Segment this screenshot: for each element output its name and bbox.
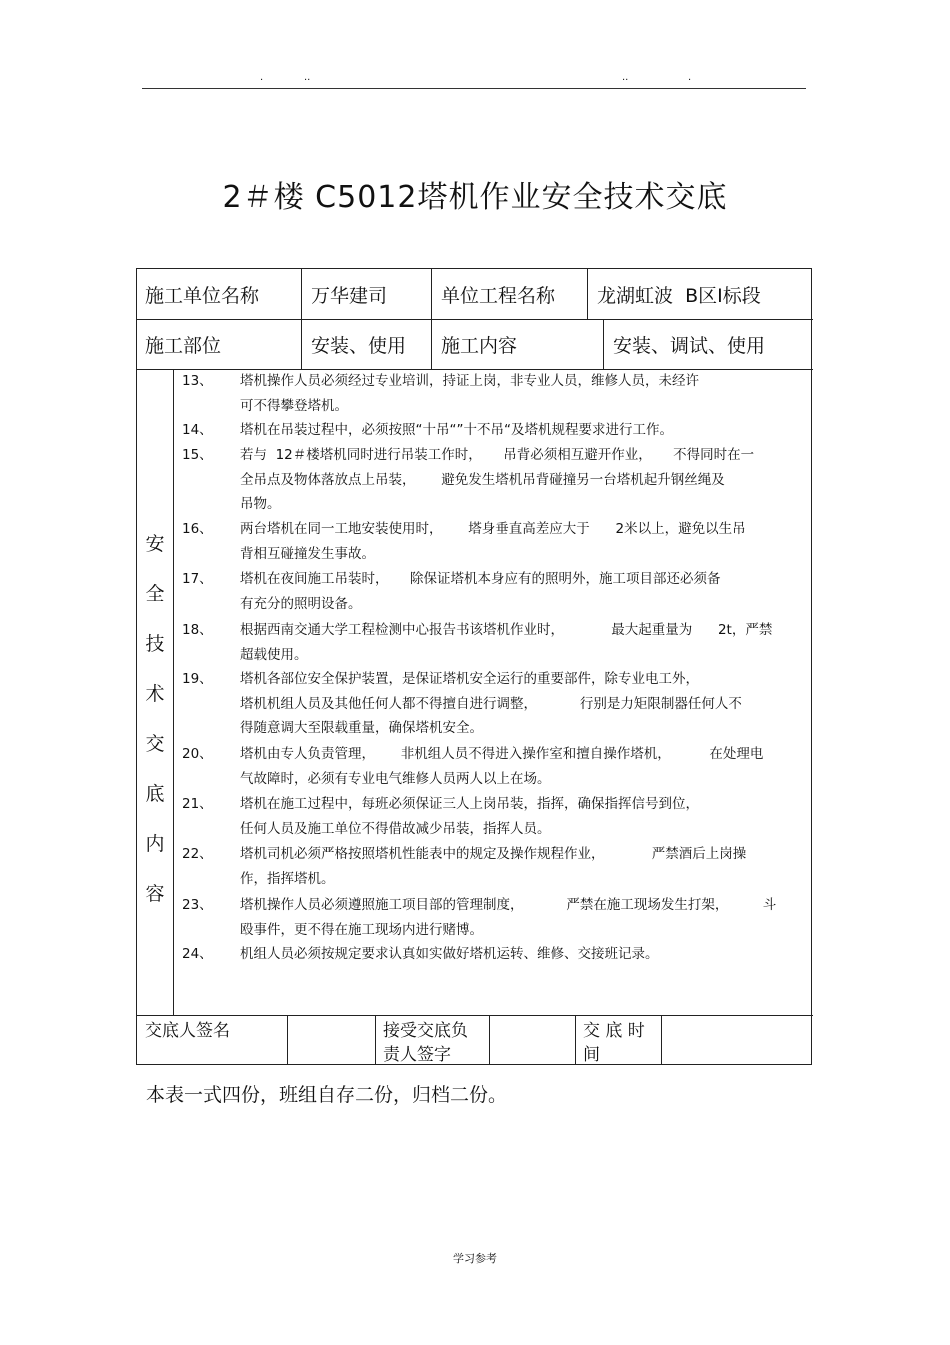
- list-item: [182, 618, 808, 667]
- item-text: 两台塔机在同一工地安装使用时， 塔身垂直高差应大于 2米以上，避免以生吊 背相互碰撞发生事故。: [240, 521, 746, 562]
- side-char: 底: [145, 783, 165, 805]
- col-divider: [661, 1015, 662, 1065]
- item-number: 13、: [182, 373, 213, 389]
- copies-note: 本表一式四份，班组自存二份，归档二份。: [146, 1084, 508, 1106]
- side-char: 全: [145, 583, 165, 605]
- header-dot: ..: [622, 72, 629, 83]
- value-project-name: 龙湖虹波 B区Ⅰ标段: [597, 285, 761, 307]
- label-disclosure-time: 交 底 时 间: [583, 1021, 645, 1065]
- side-char: 术: [145, 683, 165, 705]
- value-construction-unit: 万华建司: [311, 285, 388, 307]
- col-divider: [575, 1015, 576, 1065]
- list-item: [182, 942, 808, 967]
- label-receiver-signature: 接受交底负 责人签字: [383, 1021, 468, 1065]
- item-number: 17、: [182, 571, 213, 587]
- label-project-name: 单位工程名称: [441, 285, 556, 307]
- item-text: 塔机各部位安全保护装置，是保证塔机安全运行的重要部件，除专业电工外， 塔机机组人员及其他任何人都不得擅自进行调整， 行别是力矩限制器任何人不 得随意调大至限载重量，确保塔机安全。: [240, 671, 742, 736]
- col-divider: [489, 1015, 490, 1065]
- col-divider: [375, 1015, 376, 1065]
- side-char: 内: [145, 833, 165, 855]
- side-char: 交: [145, 733, 165, 755]
- list-item: [182, 443, 808, 517]
- value-construction-content: 安装、调试、使用: [613, 335, 766, 357]
- item-number: 20、: [182, 746, 213, 762]
- list-item: [182, 842, 808, 891]
- item-number: 15、: [182, 447, 213, 463]
- item-text: 塔机由专人负责管理， 非机组人员不得进入操作室和擅自操作塔机， 在处理电 气故障时，必须有专业电气维修人员两人以上在场。: [240, 746, 764, 787]
- item-text: 塔机在吊装过程中，必须按照“十吊“”十不吊“及塔机规程要求进行工作。: [240, 422, 673, 438]
- header-dot: ..: [304, 72, 311, 83]
- list-item: [182, 893, 808, 942]
- item-text: 若与 12＃楼塔机同时进行吊装工作时， 吊背必须相互避开作业， 不得同时在一 全吊点及物体落放点上吊装， 避免发生塔机吊背碰撞另一台塔机起升钢丝绳及 吊物。: [240, 447, 755, 512]
- running-header: [142, 72, 806, 89]
- page-footer: 学习参考: [453, 1252, 497, 1265]
- list-item: [182, 742, 808, 791]
- item-text: 塔机司机必须严格按照塔机性能表中的规定及操作规程作业， 严禁酒后上岗操 作，指挥塔机。: [240, 846, 747, 887]
- list-item: [182, 369, 808, 418]
- list-item: [182, 517, 808, 566]
- item-text: 塔机在施工过程中，每班必须保证三人上岗吊装，指挥，确保指挥信号到位， 任何人员及施工单位不得借故减少吊装，指挥人员。: [240, 796, 699, 837]
- item-text: 塔机在夜间施工吊装时， 除保证塔机本身应有的照明外，施工项目部还必须备 有充分的照明设备。: [240, 571, 721, 612]
- label-construction-content: 施工内容: [441, 335, 518, 357]
- item-text: 机组人员必须按规定要求认真如实做好塔机运转、维修、交接班记录。: [240, 946, 659, 962]
- label-discloser-signature: 交底人签名: [145, 1021, 230, 1041]
- item-number: 14、: [182, 422, 213, 438]
- col-divider: [301, 269, 302, 369]
- col-divider: [587, 269, 588, 319]
- item-number: 22、: [182, 846, 213, 862]
- item-number: 21、: [182, 796, 213, 812]
- label-construction-part: 施工部位: [145, 335, 222, 357]
- col-divider: [603, 319, 604, 369]
- list-item: [182, 418, 808, 443]
- item-number: 23、: [182, 897, 213, 913]
- item-number: 24、: [182, 946, 213, 962]
- side-char: 安: [145, 533, 165, 555]
- item-number: 18、: [182, 622, 213, 638]
- list-item: [182, 667, 808, 741]
- item-number: 16、: [182, 521, 213, 537]
- document-title: 2＃楼 C5012塔机作业安全技术交底: [222, 180, 728, 215]
- header-dot: .: [260, 72, 264, 83]
- item-number: 19、: [182, 671, 213, 687]
- label-construction-unit: 施工单位名称: [145, 285, 260, 307]
- col-divider: [287, 1015, 288, 1065]
- item-text: 塔机操作人员必须遵照施工项目部的管理制度， 严禁在施工现场发生打架， 斗 殴事件，更不得在施工现场内进行赌博。: [240, 897, 777, 938]
- col-divider: [431, 269, 432, 369]
- side-char: 技: [145, 633, 165, 655]
- item-text: 塔机操作人员必须经过专业培训，持证上岗，非专业人员，维修人员，未经许 可不得攀登塔机。: [240, 373, 699, 414]
- row-divider: [137, 319, 813, 320]
- side-label-safety-content: [137, 529, 173, 929]
- item-text: 根据西南交通大学工程检测中心报告书该塔机作业时， 最大起重量为 2t，严禁 超载使用。: [240, 622, 773, 663]
- value-construction-part: 安装、使用: [311, 335, 407, 357]
- row-divider: [137, 1015, 813, 1016]
- list-item: [182, 567, 808, 616]
- col-divider: [173, 369, 174, 1015]
- list-item: [182, 792, 808, 841]
- side-char: 容: [145, 883, 165, 905]
- header-dot: .: [688, 72, 692, 83]
